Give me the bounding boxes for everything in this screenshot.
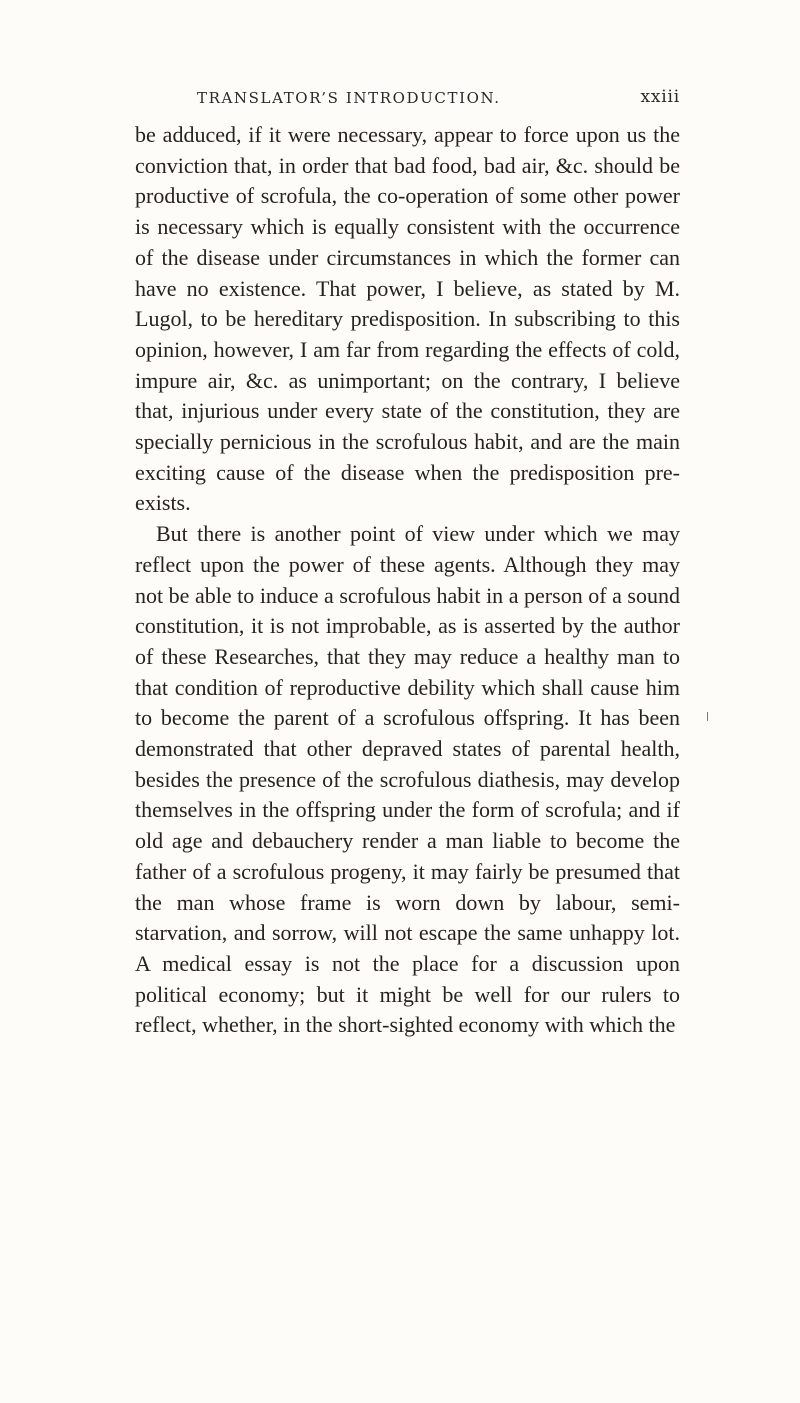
paragraph: But there is another point of view under which we may reflect upon the power of these agents. Although they may not be able to induce a scrofulous habit in a person of a sound constitution, it is not improbable, as is asserted by the author of these Researches, that they may reduce a healthy man to that condition of reproductive debility which shall cause him to become the parent of a scrofulous offspring. It has been demonstrated that other depraved states of parental health, besides the presence of the scrofulous diathesis, may develop themselves in the offspring under the form of scrofula; and if old age and debauchery render a man liable to become the father of a scrofulous progeny, it may fairly be presumed that the man whose frame is worn down by labour, semi-starvation, and sorrow, will not escape the same unhappy lot. A medical essay is not the place for a discussion upon political economy; but it might be well for our rulers to reflect, whether, in the short-sighted economy with which the [135,521,680,1038]
running-head: TRANSLATOR’S INTRODUCTION. [197,89,501,107]
paragraph-continued: be adduced, if it were necessary, appear to force upon us the conviction that, in order that bad food, bad air, &c. should be productive of scrofula, the co-operation of some other power is necessary which is equally consistent with the occurrence of the disease under circumstances in which the former can have no existence. That power, I believe, as stated by M. Lugol, to be hereditary predisposition. In subscribing to this opinion, however, I am far from regarding the effects of cold, impure air, &c. as unimportant; on the contrary, I believe that, injurious under every state of the constitution, they are specially pernicious in the scrofulous habit, and are the main exciting cause of the disease when the predisposition pre-exists. [135,122,680,516]
page-number: xxiii [640,87,680,107]
body-text [135,120,680,1041]
page-header [135,88,680,112]
margin-mark [707,712,708,721]
